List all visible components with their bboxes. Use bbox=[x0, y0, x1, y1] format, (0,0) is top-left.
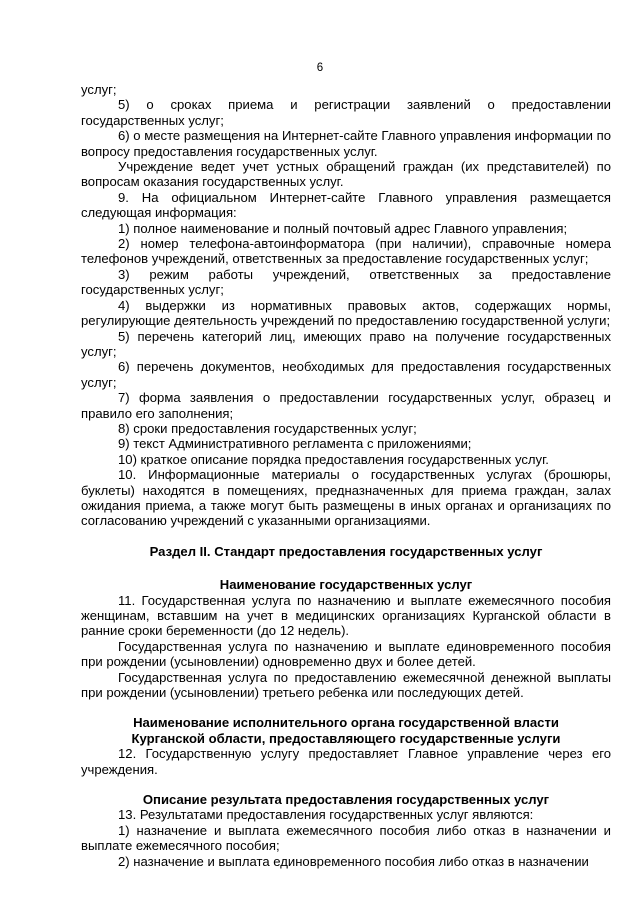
paragraph: 6) перечень документов, необходимых для предоставления государственных услуг; bbox=[81, 359, 611, 390]
paragraph: 1) полное наименование и полный почтовый адрес Главного управления; bbox=[118, 220, 568, 236]
paragraph-group-results bbox=[81, 807, 611, 869]
paragraph-group-info bbox=[81, 82, 611, 529]
paragraph-group-services bbox=[81, 593, 611, 701]
paragraph: 6) о месте размещения на Интернет-сайте Главного управления информации по вопросу предоставления государственных услуг. bbox=[81, 128, 611, 159]
paragraph: 4) выдержки из нормативных правовых актов, содержащих нормы, регулирующие деятельность учреждений по предоставлению государственной услуги; bbox=[81, 297, 611, 329]
paragraph: Государственная услуга по назначению и выплате единовременного пособия при рождении (усыновлении) одновременно двух и более детей. bbox=[81, 638, 611, 670]
paragraph: 10. Информационные материалы о государственных услугах (брошюры, буклеты) находятся в помещениях, предназначенных для приема граждан, залах ожидания приема, а также могут быть размещены в иных органах и организациях по согласованию учреждений с указанными организациями. bbox=[81, 467, 611, 529]
subheading-result: Описание результата предоставления государственных услуг bbox=[142, 792, 550, 808]
paragraph: Государственная услуга по предоставлению ежемесячной денежной выплаты при рождении (усыновлении) третьего ребенка или последующих детей. bbox=[81, 669, 611, 701]
paragraph: 9. На официальном Интернет-сайте Главного управления размещается следующая информация: bbox=[81, 189, 611, 221]
paragraph: услуг; bbox=[81, 82, 117, 97]
subheading-service-names: Наименование государственных услуг bbox=[219, 577, 473, 593]
paragraph: 5) о сроках приема и регистрации заявлений о предоставлении государственных услуг; bbox=[81, 97, 611, 128]
paragraph: 7) форма заявления о предоставлении государственных услуг, образец и правило его заполнения; bbox=[81, 390, 611, 421]
paragraph: 1) назначение и выплата ежемесячного пособия либо отказ в назначении и выплате ежемесячного пособия; bbox=[81, 822, 611, 854]
paragraph: 8) сроки предоставления государственных услуг; bbox=[118, 420, 417, 436]
paragraph: 10) краткое описание порядка предоставления государственных услуг. bbox=[118, 451, 549, 467]
page-number: 6 bbox=[316, 62, 324, 74]
paragraph: 5) перечень категорий лиц, имеющих право на получение государственных услуг; bbox=[81, 328, 611, 359]
document-body bbox=[81, 82, 611, 869]
paragraph: 3) режим работы учреждений, ответственных за предоставление государственных услуг; bbox=[81, 266, 611, 298]
paragraph: 13. Результатами предоставления государственных услуг являются: bbox=[118, 807, 534, 823]
paragraph-group-organ bbox=[81, 746, 611, 777]
paragraph: 12. Государственную услугу предоставляет Главное управление через его учреждения. bbox=[81, 746, 611, 777]
section-heading: Раздел II. Стандарт предоставления государственных услуг bbox=[149, 543, 543, 559]
paragraph: Учреждение ведет учет устных обращений граждан (их представителей) по вопросам оказания государственных услуг. bbox=[81, 159, 611, 190]
subheading-organ-line2: Курганской области, предоставляющего государственные услуги bbox=[131, 730, 561, 746]
paragraph: 2) назначение и выплата единовременного пособия либо отказ в назначении bbox=[118, 853, 589, 869]
subheading-organ-line1: Наименование исполнительного органа государственной власти bbox=[133, 715, 559, 731]
paragraph: 9) текст Административного регламента с приложениями; bbox=[118, 436, 472, 452]
paragraph: 2) номер телефона-автоинформатора (при наличии), справочные номера телефонов учреждений, ответственных за предоставление государственных услуг; bbox=[81, 236, 611, 267]
paragraph: 11. Государственная услуга по назначению и выплате ежемесячного пособия женщинам, вставшим на учет в медицинских организациях Курганской области в ранние сроки беременности (до 12 недель). bbox=[81, 592, 611, 639]
